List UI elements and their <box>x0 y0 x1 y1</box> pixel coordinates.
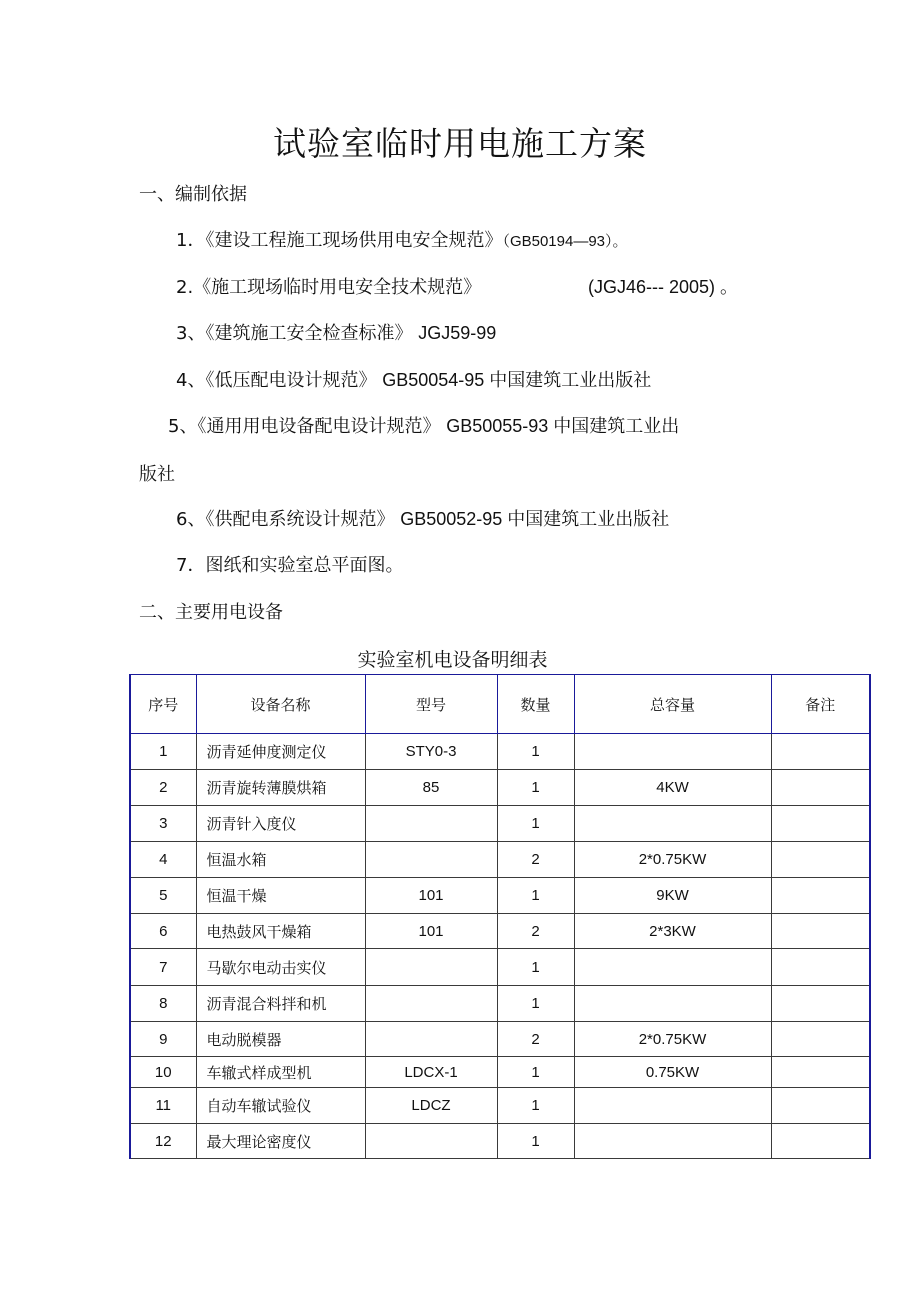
table-row <box>130 1124 870 1159</box>
cell-capacity <box>574 1124 771 1159</box>
cell-capacity: 2*0.75KW <box>574 842 771 878</box>
cell-name: 马歇尔电动击实仪 <box>196 949 365 986</box>
cell-no: 7 <box>130 949 196 986</box>
equipment-table <box>129 674 871 1159</box>
cell-name: 沥青旋转薄膜烘箱 <box>196 770 365 806</box>
ref-code: (JGJ46--- 2005) 。 <box>588 277 739 297</box>
ref-title: 《建设工程施工现场供用电安全规范》 <box>205 230 503 251</box>
table-caption: 实验室机电设备明细表 <box>357 649 548 671</box>
cell-qty: 1 <box>497 949 574 986</box>
ref-title: 《供配电系统设计规范》 <box>205 509 395 530</box>
ref-num: 3、 <box>176 323 206 344</box>
cell-note <box>771 914 870 949</box>
cell-note <box>771 1057 870 1088</box>
cell-name: 沥青针入度仪 <box>196 806 365 842</box>
cell-qty: 1 <box>497 878 574 914</box>
cell-note <box>771 986 870 1022</box>
table-row <box>130 806 870 842</box>
ref-num: 7． <box>176 555 206 576</box>
table-row <box>130 842 870 878</box>
cell-model: 101 <box>365 914 497 949</box>
cell-qty: 2 <box>497 1022 574 1057</box>
cell-model: LDCZ <box>365 1088 497 1124</box>
cell-name: 沥青混合料拌和机 <box>196 986 365 1022</box>
cell-no: 5 <box>130 878 196 914</box>
cell-note <box>771 1022 870 1057</box>
cell-no: 12 <box>130 1124 196 1159</box>
table-header-row <box>130 675 870 734</box>
cell-no: 9 <box>130 1022 196 1057</box>
ref-code: GB50055-93 中国建筑工业出 <box>446 416 680 436</box>
ref-item-7 <box>176 551 403 577</box>
ref-code: （GB50194—93）。 <box>502 233 628 250</box>
ref-num: 6、 <box>176 509 206 530</box>
cell-qty: 2 <box>497 842 574 878</box>
cell-name: 车辙式样成型机 <box>196 1057 365 1088</box>
cell-qty: 1 <box>497 806 574 842</box>
cell-model <box>365 986 497 1022</box>
col-header-name: 设备名称 <box>196 675 365 734</box>
table-row <box>130 949 870 986</box>
ref-item-6 <box>176 505 669 531</box>
section-heading-basis: 一、编制依据 <box>139 184 247 205</box>
cell-capacity: 9KW <box>574 878 771 914</box>
ref-num: 5、 <box>168 416 198 437</box>
cell-model: 101 <box>365 878 497 914</box>
cell-no: 6 <box>130 914 196 949</box>
cell-model: 85 <box>365 770 497 806</box>
ref-code: GB50054-95 中国建筑工业出版社 <box>382 370 652 390</box>
col-header-capacity: 总容量 <box>574 675 771 734</box>
col-header-qty: 数量 <box>497 675 574 734</box>
cell-model <box>365 1022 497 1057</box>
table-row <box>130 770 870 806</box>
cell-qty: 1 <box>497 734 574 770</box>
col-header-no: 序号 <box>130 675 196 734</box>
cell-capacity <box>574 949 771 986</box>
cell-capacity: 2*0.75KW <box>574 1022 771 1057</box>
cell-note <box>771 842 870 878</box>
ref-title: 《施工现场临时用电安全技术规范》 <box>193 277 482 298</box>
cell-no: 11 <box>130 1088 196 1124</box>
ref-title: 《通用用电设备配电设计规范》 <box>197 416 441 437</box>
cell-qty: 1 <box>497 770 574 806</box>
ref-item-5 <box>168 412 679 438</box>
table-row <box>130 914 870 949</box>
cell-note <box>771 806 870 842</box>
cell-note <box>771 949 870 986</box>
cell-model <box>365 1124 497 1159</box>
page-title: 试验室临时用电施工方案 <box>273 124 647 163</box>
col-header-model: 型号 <box>365 675 497 734</box>
ref-num: 4、 <box>176 370 206 391</box>
cell-capacity: 0.75KW <box>574 1057 771 1088</box>
cell-name: 电动脱模器 <box>196 1022 365 1057</box>
cell-capacity: 2*3KW <box>574 914 771 949</box>
cell-capacity <box>574 986 771 1022</box>
ref-title: 《建筑施工安全检查标准》 <box>205 323 413 344</box>
cell-name: 最大理论密度仪 <box>196 1124 365 1159</box>
cell-qty: 2 <box>497 914 574 949</box>
cell-qty: 1 <box>497 1124 574 1159</box>
ref-item-1 <box>176 226 628 252</box>
cell-name: 沥青延伸度测定仪 <box>196 734 365 770</box>
col-header-note: 备注 <box>771 675 870 734</box>
cell-note <box>771 1088 870 1124</box>
cell-model <box>365 806 497 842</box>
cell-name: 恒温干燥 <box>196 878 365 914</box>
cell-no: 2 <box>130 770 196 806</box>
ref-item-4 <box>176 366 651 392</box>
ref-code-2 <box>588 273 738 299</box>
cell-capacity: 4KW <box>574 770 771 806</box>
cell-no: 8 <box>130 986 196 1022</box>
ref-code: JGJ59-99 <box>418 323 497 343</box>
cell-qty: 1 <box>497 986 574 1022</box>
ref-num: 2. <box>176 277 194 298</box>
ref-code: GB50052-95 中国建筑工业出版社 <box>400 509 670 529</box>
cell-capacity <box>574 806 771 842</box>
cell-name: 恒温水箱 <box>196 842 365 878</box>
cell-model <box>365 842 497 878</box>
table-row <box>130 1057 870 1088</box>
cell-capacity <box>574 734 771 770</box>
cell-note <box>771 734 870 770</box>
table-row <box>130 1022 870 1057</box>
cell-name: 电热鼓风干燥箱 <box>196 914 365 949</box>
cell-note <box>771 770 870 806</box>
cell-model <box>365 949 497 986</box>
cell-no: 10 <box>130 1057 196 1088</box>
cell-model: STY0-3 <box>365 734 497 770</box>
table-row <box>130 734 870 770</box>
ref-item-2 <box>176 273 481 299</box>
cell-name: 自动车辙试验仪 <box>196 1088 365 1124</box>
cell-note <box>771 1124 870 1159</box>
ref-item-5-cont: 版社 <box>139 464 175 485</box>
cell-capacity <box>574 1088 771 1124</box>
ref-title: 《低压配电设计规范》 <box>205 370 377 391</box>
cell-no: 1 <box>130 734 196 770</box>
ref-num: 1． <box>176 230 206 251</box>
cell-model: LDCX-1 <box>365 1057 497 1088</box>
cell-note <box>771 878 870 914</box>
ref-item-3 <box>176 319 496 345</box>
cell-no: 4 <box>130 842 196 878</box>
section-heading-equipment: 二、主要用电设备 <box>139 602 283 623</box>
table-row <box>130 878 870 914</box>
cell-qty: 1 <box>497 1088 574 1124</box>
cell-qty: 1 <box>497 1057 574 1088</box>
cell-no: 3 <box>130 806 196 842</box>
table-row <box>130 1088 870 1124</box>
table-row <box>130 986 870 1022</box>
ref-title: 图纸和实验室总平面图。 <box>205 555 404 576</box>
